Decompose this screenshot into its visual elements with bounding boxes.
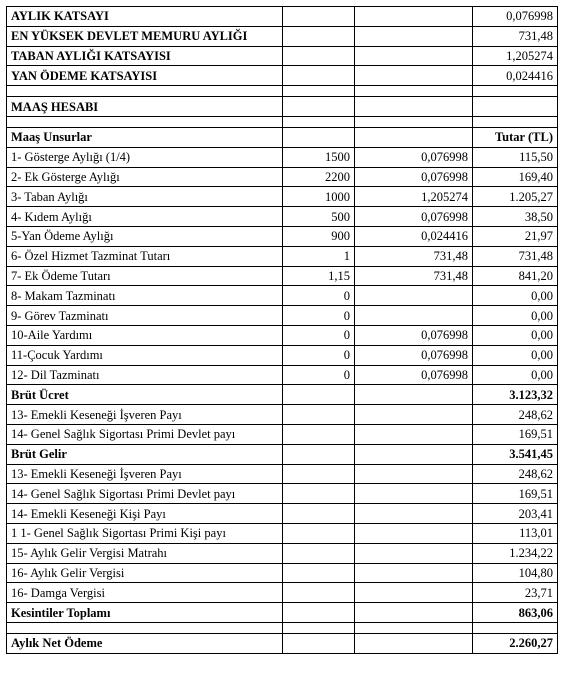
row-label: 15- Aylık Gelir Vergisi Matrahı — [7, 543, 283, 563]
row-amount: 841,20 — [473, 266, 558, 286]
row-label: Brüt Gelir — [7, 444, 283, 464]
row-amount: 38,50 — [473, 207, 558, 227]
row-quantity: 2200 — [283, 167, 355, 187]
row-label: Kesintiler Toplamı — [7, 603, 283, 623]
table-row — [7, 563, 558, 583]
table-row — [7, 325, 558, 345]
row-coefficient — [355, 603, 473, 623]
row-label: 2- Ek Gösterge Aylığı — [7, 167, 283, 187]
table-row — [7, 246, 558, 266]
row-coefficient — [355, 504, 473, 524]
row-quantity: 0 — [283, 286, 355, 306]
row-label: 13- Emekli Keseneği İşveren Payı — [7, 405, 283, 425]
row-amount: 0,00 — [473, 286, 558, 306]
row-amount: 731,48 — [473, 246, 558, 266]
row-amount: 169,51 — [473, 424, 558, 444]
row-label: Brüt Ücret — [7, 385, 283, 405]
param-label: TABAN AYLIĞI KATSAYISI — [7, 46, 283, 66]
table-row — [7, 484, 558, 504]
row-amount: 115,50 — [473, 147, 558, 167]
table-row — [7, 523, 558, 543]
row-quantity — [283, 405, 355, 425]
row-quantity — [283, 583, 355, 603]
row-label: 14- Genel Sağlık Sigortası Primi Devlet payı — [7, 424, 283, 444]
row-coefficient — [355, 424, 473, 444]
row-amount: 169,51 — [473, 484, 558, 504]
table-row — [7, 266, 558, 286]
row-coefficient — [355, 464, 473, 484]
row-quantity — [283, 523, 355, 543]
empty-row — [7, 116, 558, 127]
table-row — [7, 603, 558, 623]
table-row — [7, 504, 558, 524]
net-payment-row — [7, 633, 558, 653]
row-quantity — [283, 543, 355, 563]
row-amount: 23,71 — [473, 583, 558, 603]
row-quantity: 1 — [283, 246, 355, 266]
row-amount: 863,06 — [473, 603, 558, 623]
row-quantity: 0 — [283, 365, 355, 385]
row-quantity: 1500 — [283, 147, 355, 167]
row-label: 16- Aylık Gelir Vergisi — [7, 563, 283, 583]
row-coefficient — [355, 523, 473, 543]
param-row — [7, 7, 558, 27]
empty-row — [7, 622, 558, 633]
section-title: MAAŞ HESABI — [7, 97, 283, 117]
row-amount: 1.234,22 — [473, 543, 558, 563]
table-row — [7, 167, 558, 187]
row-label: 9- Görev Tazminatı — [7, 306, 283, 326]
row-coefficient: 0,076998 — [355, 365, 473, 385]
row-amount: 21,97 — [473, 226, 558, 246]
param-value: 731,48 — [473, 26, 558, 46]
row-amount: 113,01 — [473, 523, 558, 543]
row-amount: 0,00 — [473, 325, 558, 345]
table-row — [7, 444, 558, 464]
empty-row — [7, 86, 558, 97]
row-quantity — [283, 563, 355, 583]
row-label: 16- Damga Vergisi — [7, 583, 283, 603]
row-label: 10-Aile Yardımı — [7, 325, 283, 345]
row-coefficient: 0,076998 — [355, 345, 473, 365]
row-label: 1 1- Genel Sağlık Sigortası Primi Kişi payı — [7, 523, 283, 543]
row-coefficient — [355, 543, 473, 563]
row-label: 11-Çocuk Yardımı — [7, 345, 283, 365]
param-row — [7, 66, 558, 86]
param-label: EN YÜKSEK DEVLET MEMURU AYLIĞI — [7, 26, 283, 46]
param-value: 1,205274 — [473, 46, 558, 66]
row-amount: 248,62 — [473, 464, 558, 484]
row-amount: 203,41 — [473, 504, 558, 524]
row-label: 1- Gösterge Aylığı (1/4) — [7, 147, 283, 167]
row-coefficient — [355, 306, 473, 326]
table-row — [7, 405, 558, 425]
row-coefficient — [355, 385, 473, 405]
header-item: Maaş Unsurlar — [7, 127, 283, 147]
row-quantity: 0 — [283, 306, 355, 326]
row-label: 8- Makam Tazminatı — [7, 286, 283, 306]
net-payment-amount: 2.260,27 — [473, 633, 558, 653]
table-row — [7, 306, 558, 326]
row-label: 13- Emekli Keseneği İşveren Payı — [7, 464, 283, 484]
row-coefficient — [355, 286, 473, 306]
row-amount: 0,00 — [473, 365, 558, 385]
row-amount: 169,40 — [473, 167, 558, 187]
table-row — [7, 385, 558, 405]
table-row — [7, 286, 558, 306]
row-quantity: 0 — [283, 345, 355, 365]
table-row — [7, 345, 558, 365]
param-label: AYLIK KATSAYI — [7, 7, 283, 27]
row-quantity: 900 — [283, 226, 355, 246]
row-amount: 3.541,45 — [473, 444, 558, 464]
table-row — [7, 543, 558, 563]
row-label: 6- Özel Hizmet Tazminat Tutarı — [7, 246, 283, 266]
row-quantity — [283, 603, 355, 623]
section-title-row — [7, 97, 558, 117]
table-header-row — [7, 127, 558, 147]
row-label: 14- Emekli Keseneği Kişi Payı — [7, 504, 283, 524]
table-row — [7, 187, 558, 207]
row-coefficient: 1,205274 — [355, 187, 473, 207]
row-coefficient: 731,48 — [355, 246, 473, 266]
row-coefficient — [355, 405, 473, 425]
param-value: 0,076998 — [473, 7, 558, 27]
table-row — [7, 226, 558, 246]
row-label: 14- Genel Sağlık Sigortası Primi Devlet payı — [7, 484, 283, 504]
row-coefficient — [355, 444, 473, 464]
row-amount: 3.123,32 — [473, 385, 558, 405]
row-amount: 104,80 — [473, 563, 558, 583]
table-row — [7, 147, 558, 167]
salary-calculation-table — [6, 6, 558, 654]
row-quantity — [283, 385, 355, 405]
table-row — [7, 424, 558, 444]
row-coefficient — [355, 563, 473, 583]
row-coefficient: 0,076998 — [355, 325, 473, 345]
row-coefficient — [355, 484, 473, 504]
row-coefficient: 731,48 — [355, 266, 473, 286]
table-row — [7, 464, 558, 484]
row-quantity — [283, 444, 355, 464]
row-amount: 0,00 — [473, 306, 558, 326]
row-quantity — [283, 484, 355, 504]
row-label: 5-Yan Ödeme Aylığı — [7, 226, 283, 246]
row-quantity: 1000 — [283, 187, 355, 207]
row-label: 3- Taban Aylığı — [7, 187, 283, 207]
table-row — [7, 207, 558, 227]
row-label: 7- Ek Ödeme Tutarı — [7, 266, 283, 286]
row-quantity — [283, 504, 355, 524]
row-coefficient: 0,076998 — [355, 207, 473, 227]
sheet-body — [7, 7, 558, 654]
row-label: 12- Dil Tazminatı — [7, 365, 283, 385]
row-amount: 248,62 — [473, 405, 558, 425]
header-amount: Tutar (TL) — [473, 127, 558, 147]
row-coefficient: 0,076998 — [355, 167, 473, 187]
row-quantity: 0 — [283, 325, 355, 345]
row-quantity: 500 — [283, 207, 355, 227]
row-coefficient: 0,024416 — [355, 226, 473, 246]
row-coefficient — [355, 583, 473, 603]
row-label: 4- Kıdem Aylığı — [7, 207, 283, 227]
row-coefficient: 0,076998 — [355, 147, 473, 167]
row-quantity — [283, 424, 355, 444]
row-quantity — [283, 464, 355, 484]
row-amount: 1.205,27 — [473, 187, 558, 207]
param-value: 0,024416 — [473, 66, 558, 86]
net-payment-label: Aylık Net Ödeme — [7, 633, 283, 653]
row-quantity: 1,15 — [283, 266, 355, 286]
table-row — [7, 365, 558, 385]
param-row — [7, 26, 558, 46]
row-amount: 0,00 — [473, 345, 558, 365]
param-row — [7, 46, 558, 66]
table-row — [7, 583, 558, 603]
param-label: YAN ÖDEME KATSAYISI — [7, 66, 283, 86]
